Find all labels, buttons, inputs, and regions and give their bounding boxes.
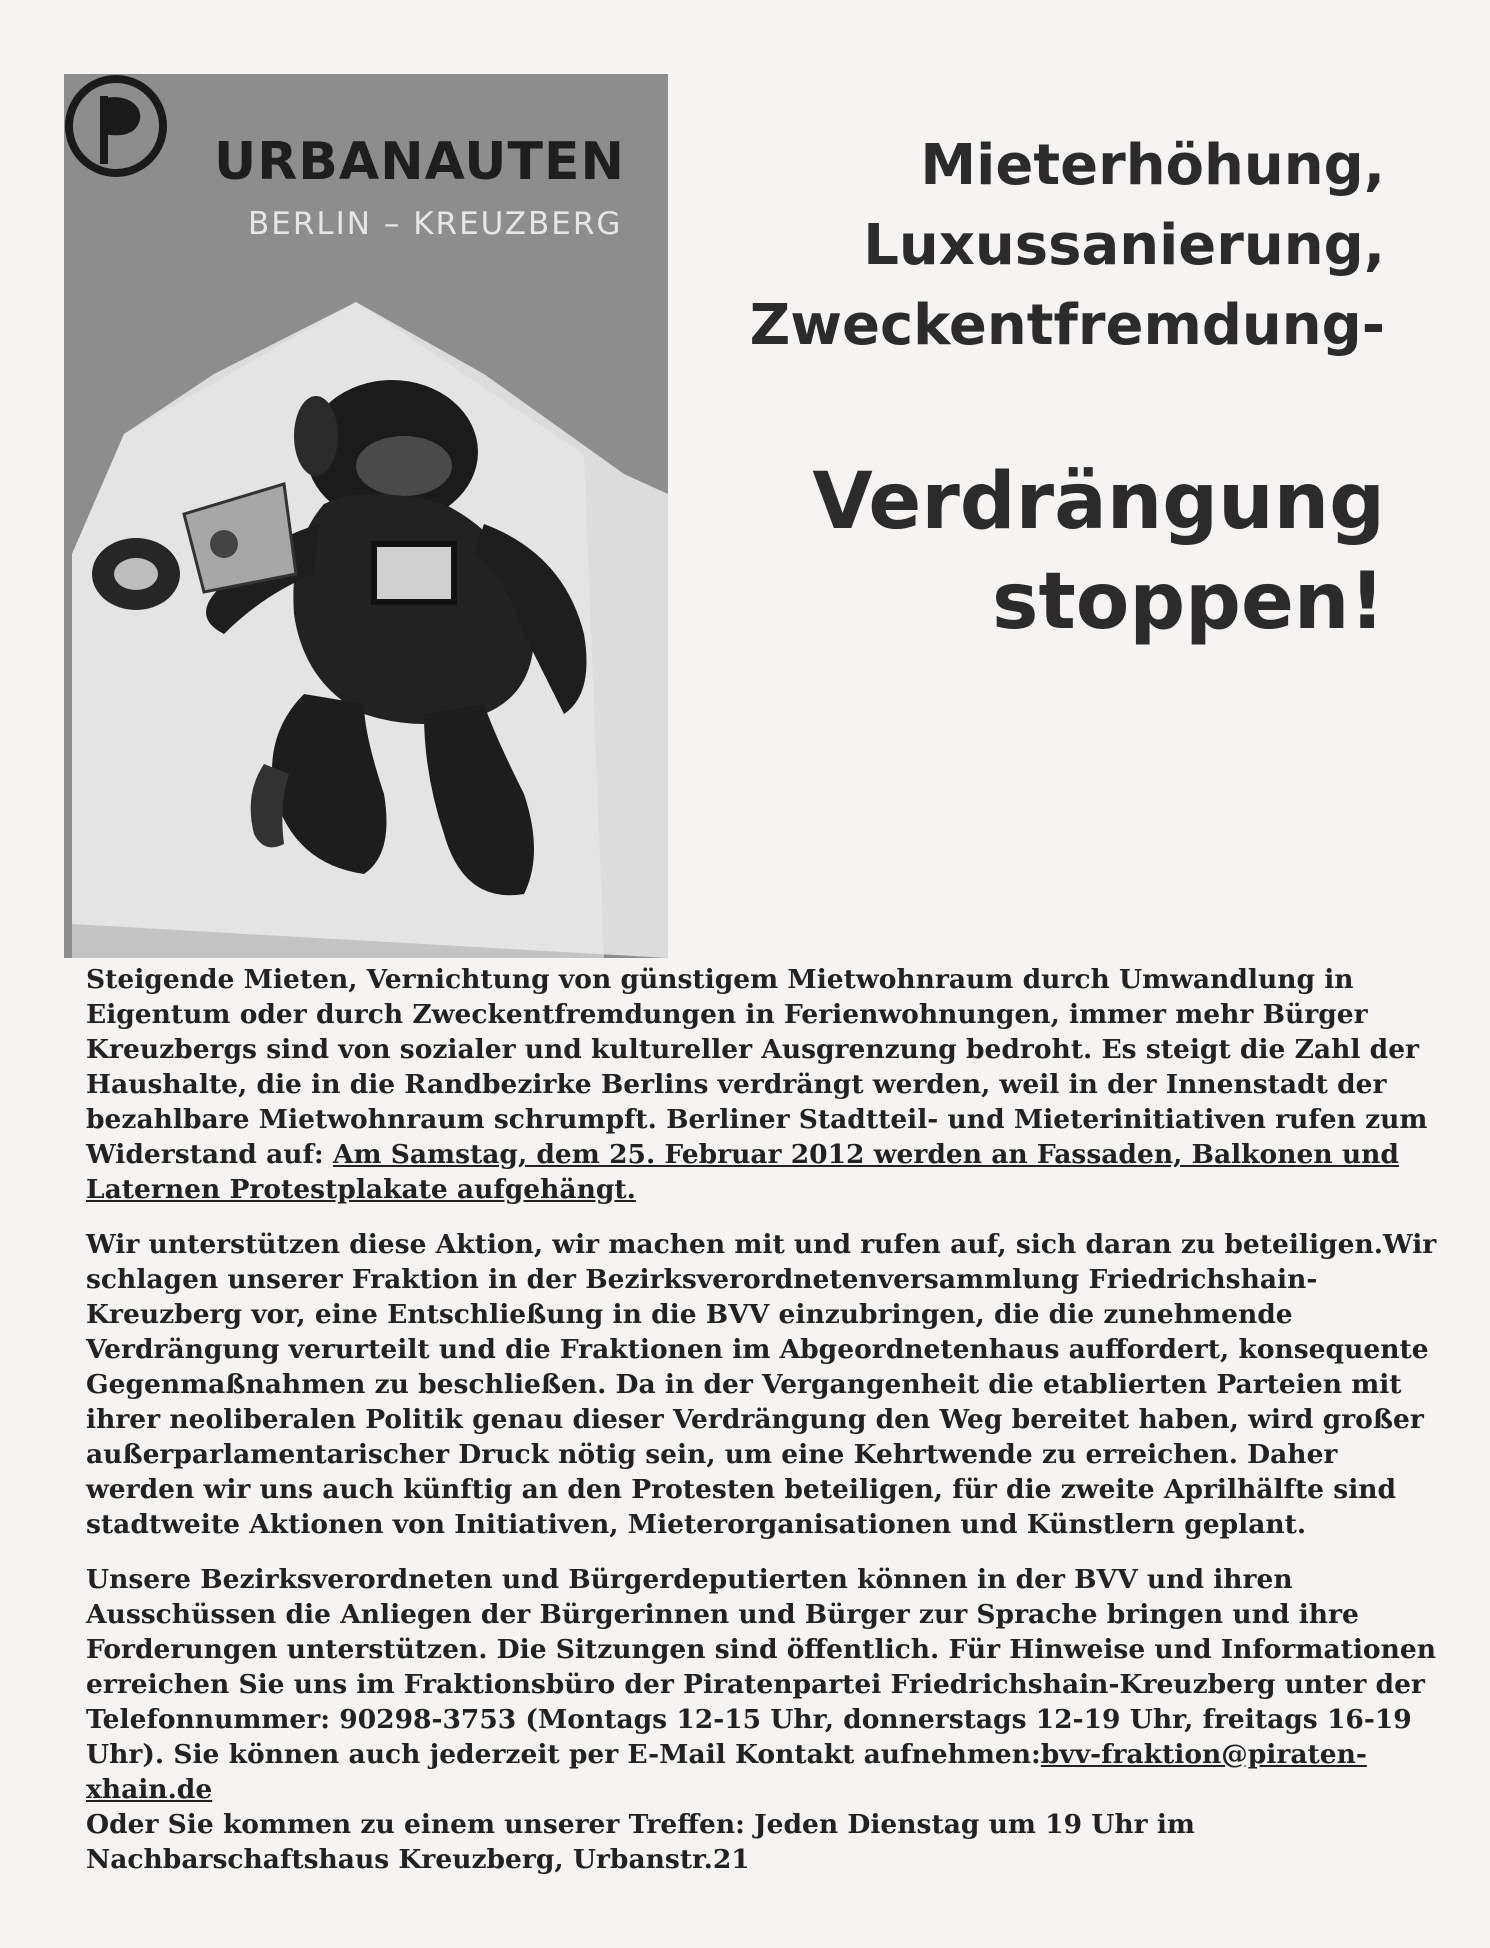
headline-line-1: Mieterhöhung, bbox=[920, 133, 1385, 198]
paragraph-3 bbox=[86, 1562, 1446, 1877]
paragraph-2: Wir unterstützen diese Aktion, wir machen mit und rufen auf, sich daran zu beteiligen.Wir schlagen unserer Fraktion in der Bezirksverordnetenversammlung Friedrichshain-Kreuzberg vor, eine Entschließung in die BVV einzubringen, die die zunehmende Verdrängung verurteilt und die Fraktionen im Abgeordnetenhaus auffordert, konsequente Gegenmaßnahmen zu beschließen. Da in der Vergangenheit die etablierten Parteien mit ihrer neoliberalen Politik genau dieser Verdrängung den Weg bereitet haben, wird großer außerparlamentarischer Druck nötig sein, um eine Kehrtwende zu erreichen. Daher werden wir uns auch künftig an den Protesten beteiligen, für die zweite Aprilhälfte sind stadtweite Aktionen von Initiativen, Mieterorganisationen und Künstlern geplant. bbox=[86, 1229, 1437, 1540]
headline bbox=[665, 126, 1385, 652]
logo-name: URBANAUTEN bbox=[214, 132, 626, 192]
logo-subtitle: BERLIN – KREUZBERG bbox=[248, 206, 623, 242]
paragraph-1 bbox=[86, 962, 1446, 1207]
email-link[interactable]: bvv-fraktion@piraten-xhain.de bbox=[86, 1739, 1367, 1805]
paragraph-3-tail: Oder Sie kommen zu einem unserer Treffen: Jeden Dienstag um 19 Uhr im Nachbarschaftshaus Kreuzberg, Urbanstr.21 bbox=[86, 1809, 1195, 1875]
body-text bbox=[86, 962, 1446, 1897]
headline-line-2: Luxussanierung, bbox=[863, 213, 1385, 278]
headline-line-5: stoppen! bbox=[992, 557, 1385, 647]
pirate-flag-icon bbox=[64, 74, 168, 178]
headline-line-3: Zweckentfremdung- bbox=[749, 293, 1385, 358]
paragraph-1-text: Steigende Mieten, Vernichtung von günstigem Mietwohnraum durch Umwandlung in Eigentum oder durch Zweckentfremdungen in Ferienwohnungen, immer mehr Bürger Kreuzbergs sind von sozialer und kultureller Ausgrenzung bedroht. Es steigt die Zahl der Haushalte, die in die Randbezirke Berlins verdrängt werden, weil in der Innenstadt der bezahlbare Mietwohnraum schrumpft. Berliner Stadtteil- und Mieterinitiativen rufen zum Widerstand auf: bbox=[86, 964, 1428, 1170]
paragraph-3-text: Unsere Bezirksverordneten und Bürgerdeputierten können in der BVV und ihren Ausschüssen die Anliegen der Bürgerinnen und Bürger zur Sprache bringen und ihre Forderungen unterstützen. Die Sitzungen sind öffentlich. Für Hinweise und Informationen erreichen Sie uns im Fraktionsbüro der Piratenpartei Friedrichshain-Kreuzberg unter der Telefonnummer: 90298-3753 (Montags 12-15 Uhr, donnerstags 12-19 Uhr, freitags 16-19 Uhr). Sie können auch jederzeit per E-Mail Kontakt aufnehmen: bbox=[86, 1564, 1436, 1770]
headline-line-4: Verdrängung bbox=[812, 457, 1385, 547]
poster-image bbox=[64, 74, 668, 958]
event-announcement: Am Samstag, dem 25. Februar 2012 werden an Fassaden, Balkonen und Laternen Protestplakate aufgehängt. bbox=[86, 1139, 1399, 1205]
